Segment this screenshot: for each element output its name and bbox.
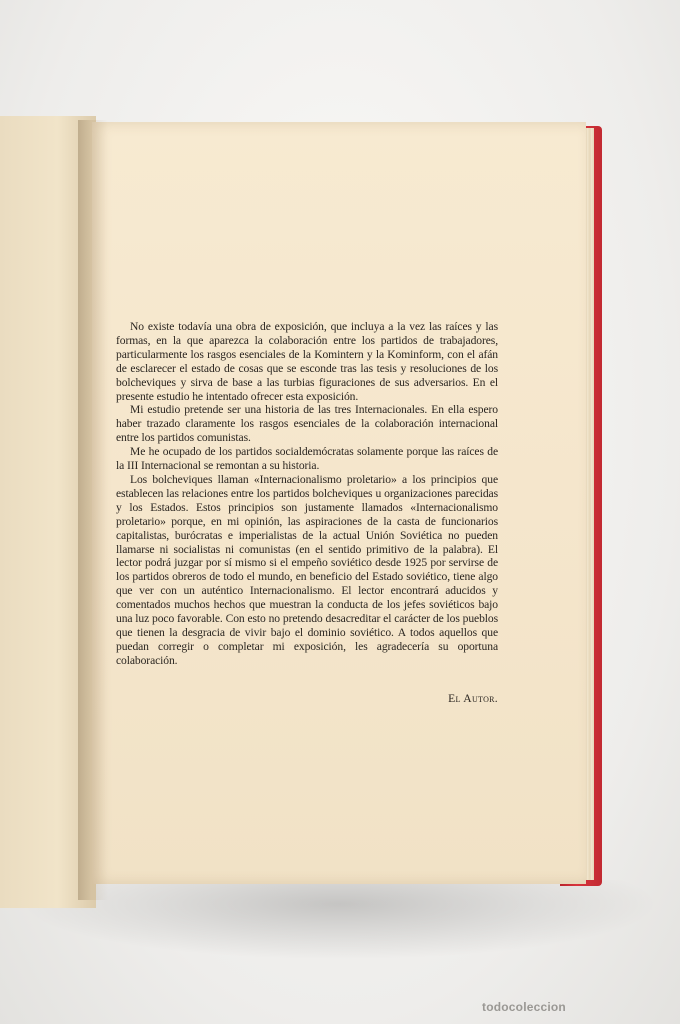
watermark [482,1000,566,1014]
book-gutter [78,120,108,900]
paragraph-1: No existe todavía una obra de exposición, que incluya a la vez las raíces y las formas, en la que aparezca la colaboración entre los partidos de trabajadores, particularmente los rasgos esenciales de la Komintern y la Kominform, con el afán de esclarecer el estado de cosas que se esconde tras las tesis y resoluciones de los bolcheviques y sirva de base a las turbias figuraciones de sus adversarios. En el presente estudio he intentado ofrecer esta exposición. [116,320,498,403]
paragraph-2: Mi estudio pretende ser una historia de las tres Internacionales. En ella espero haber trazado claramente los rasgos esenciales de la colaboración internacional entre los partidos comunistas. [116,403,498,445]
author-signature: El Autor. [448,692,498,705]
preface-text [116,320,498,668]
book-shadow [20,880,660,960]
paragraph-3: Me he ocupado de los partidos socialdemócratas solamente porque las raíces de la III Internacional se remontan a su historia. [116,445,498,473]
watermark-text: todocoleccion [482,1000,566,1014]
paragraph-4: Los bolcheviques llaman «Internacionalismo proletario» a los principios que establecen las relaciones entre los partidos bolcheviques u organizaciones parecidas y los Estados. Estos principios son justamente llamados «Internacionalismo proletario» porque, en mi opinión, las aspiraciones de la casta de funcionarios capitalistas, burócratas e imperialistas de la actual Unión Soviética no pueden llamarse ni socialistas ni comunistas (en el sentido primitivo de la palabra). El lector podrá juzgar por sí mismo si el empeño soviético desde 1925 por servirse de los partidos obreros de todo el mundo, en beneficio del Estado soviético, tiene algo que ver con un auténtico Internacionalismo. El lector encontrará aducidos y comentados muchos hechos que muestran la conducta de los jefes soviéticos bajo una luz poco favorable. Con esto no pretendo desacreditar el carácter de los pueblos que tienen la desgracia de vivir bajo el dominio soviético. A todos aquellos que puedan corregir o completar mi exposición, les agradecería su oportuna colaboración. [116,472,498,667]
